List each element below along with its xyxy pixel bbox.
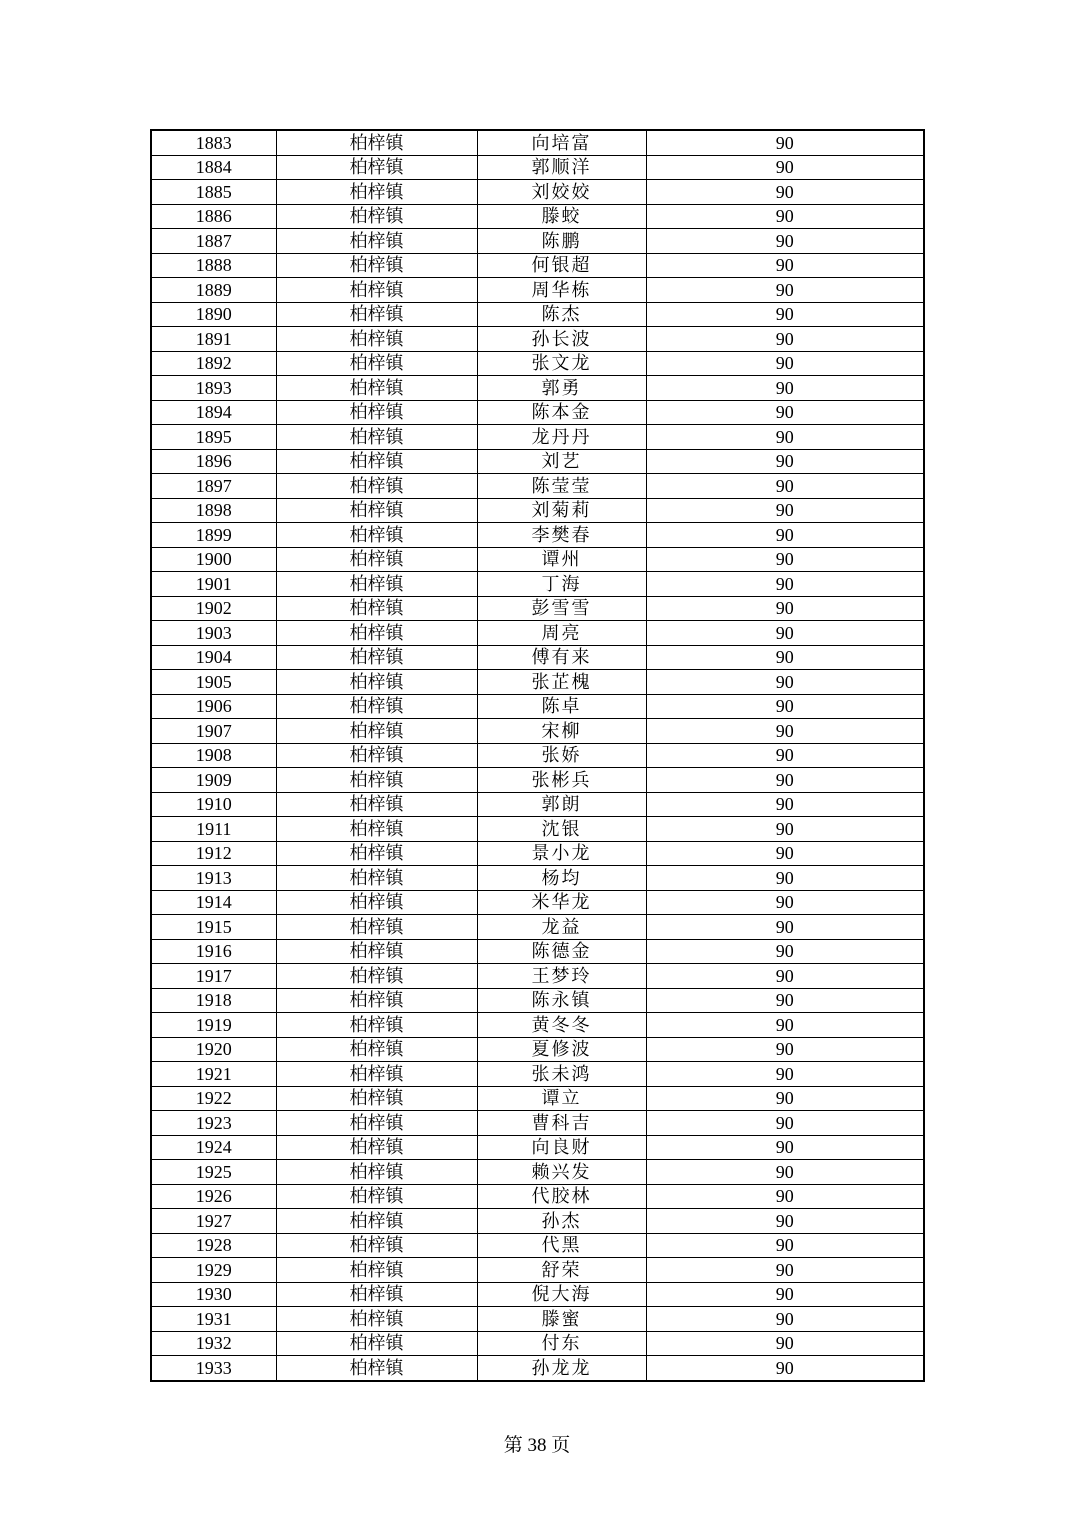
cell-name: 赖兴发 xyxy=(477,1160,646,1185)
table-row xyxy=(151,694,924,719)
cell-score: 90 xyxy=(646,621,924,646)
cell-name: 滕蜜 xyxy=(477,1307,646,1332)
table-row xyxy=(151,449,924,474)
cell-name: 张芷槐 xyxy=(477,670,646,695)
table-row xyxy=(151,719,924,744)
table-row xyxy=(151,890,924,915)
cell-name: 周华栋 xyxy=(477,278,646,303)
cell-number: 1916 xyxy=(151,939,276,964)
cell-name: 杨均 xyxy=(477,866,646,891)
cell-score: 90 xyxy=(646,547,924,572)
cell-score: 90 xyxy=(646,130,924,155)
cell-name: 彭雪雪 xyxy=(477,596,646,621)
table-row xyxy=(151,645,924,670)
table-row xyxy=(151,768,924,793)
cell-score: 90 xyxy=(646,1258,924,1283)
table-row xyxy=(151,596,924,621)
cell-score: 90 xyxy=(646,1209,924,1234)
cell-score: 90 xyxy=(646,890,924,915)
cell-score: 90 xyxy=(646,1184,924,1209)
cell-town: 柏梓镇 xyxy=(276,768,477,793)
cell-town: 柏梓镇 xyxy=(276,180,477,205)
cell-town: 柏梓镇 xyxy=(276,1331,477,1356)
cell-score: 90 xyxy=(646,425,924,450)
table-row xyxy=(151,229,924,254)
cell-score: 90 xyxy=(646,988,924,1013)
table-row xyxy=(151,400,924,425)
table-row xyxy=(151,302,924,327)
cell-name: 陈莹莹 xyxy=(477,474,646,499)
cell-number: 1933 xyxy=(151,1356,276,1381)
cell-name: 郭朗 xyxy=(477,792,646,817)
cell-name: 王梦玲 xyxy=(477,964,646,989)
table-row xyxy=(151,253,924,278)
cell-score: 90 xyxy=(646,351,924,376)
cell-town: 柏梓镇 xyxy=(276,866,477,891)
cell-number: 1895 xyxy=(151,425,276,450)
table-row xyxy=(151,376,924,401)
cell-name: 倪大海 xyxy=(477,1282,646,1307)
table-row xyxy=(151,1184,924,1209)
cell-town: 柏梓镇 xyxy=(276,1233,477,1258)
cell-name: 张未鸿 xyxy=(477,1062,646,1087)
cell-town: 柏梓镇 xyxy=(276,596,477,621)
cell-score: 90 xyxy=(646,523,924,548)
cell-town: 柏梓镇 xyxy=(276,1037,477,1062)
table-row xyxy=(151,204,924,229)
cell-town: 柏梓镇 xyxy=(276,155,477,180)
cell-town: 柏梓镇 xyxy=(276,327,477,352)
cell-town: 柏梓镇 xyxy=(276,1160,477,1185)
cell-town: 柏梓镇 xyxy=(276,449,477,474)
cell-name: 张娇 xyxy=(477,743,646,768)
cell-town: 柏梓镇 xyxy=(276,547,477,572)
cell-town: 柏梓镇 xyxy=(276,302,477,327)
cell-name: 夏修波 xyxy=(477,1037,646,1062)
cell-town: 柏梓镇 xyxy=(276,890,477,915)
table-row xyxy=(151,1331,924,1356)
cell-number: 1893 xyxy=(151,376,276,401)
table-row xyxy=(151,1135,924,1160)
cell-town: 柏梓镇 xyxy=(276,1062,477,1087)
cell-town: 柏梓镇 xyxy=(276,204,477,229)
cell-score: 90 xyxy=(646,915,924,940)
cell-name: 米华龙 xyxy=(477,890,646,915)
cell-name: 向培富 xyxy=(477,130,646,155)
cell-score: 90 xyxy=(646,449,924,474)
cell-number: 1888 xyxy=(151,253,276,278)
cell-town: 柏梓镇 xyxy=(276,1209,477,1234)
cell-town: 柏梓镇 xyxy=(276,229,477,254)
cell-town: 柏梓镇 xyxy=(276,498,477,523)
table-row xyxy=(151,1356,924,1381)
cell-number: 1898 xyxy=(151,498,276,523)
cell-score: 90 xyxy=(646,376,924,401)
cell-number: 1900 xyxy=(151,547,276,572)
cell-number: 1890 xyxy=(151,302,276,327)
cell-number: 1924 xyxy=(151,1135,276,1160)
table-row xyxy=(151,547,924,572)
cell-town: 柏梓镇 xyxy=(276,376,477,401)
table-row xyxy=(151,572,924,597)
cell-score: 90 xyxy=(646,253,924,278)
cell-name: 滕蛟 xyxy=(477,204,646,229)
cell-town: 柏梓镇 xyxy=(276,670,477,695)
cell-name: 何银超 xyxy=(477,253,646,278)
cell-score: 90 xyxy=(646,817,924,842)
cell-name: 龙丹丹 xyxy=(477,425,646,450)
table-row xyxy=(151,1209,924,1234)
table-row xyxy=(151,817,924,842)
cell-town: 柏梓镇 xyxy=(276,1307,477,1332)
cell-score: 90 xyxy=(646,694,924,719)
cell-number: 1889 xyxy=(151,278,276,303)
cell-town: 柏梓镇 xyxy=(276,1356,477,1381)
table-row xyxy=(151,498,924,523)
cell-name: 代胶林 xyxy=(477,1184,646,1209)
table-row xyxy=(151,1111,924,1136)
cell-number: 1912 xyxy=(151,841,276,866)
cell-name: 舒荣 xyxy=(477,1258,646,1283)
cell-town: 柏梓镇 xyxy=(276,1258,477,1283)
table-row xyxy=(151,1160,924,1185)
cell-name: 刘艺 xyxy=(477,449,646,474)
table-row xyxy=(151,278,924,303)
cell-number: 1902 xyxy=(151,596,276,621)
cell-town: 柏梓镇 xyxy=(276,130,477,155)
cell-number: 1903 xyxy=(151,621,276,646)
cell-town: 柏梓镇 xyxy=(276,621,477,646)
cell-town: 柏梓镇 xyxy=(276,1111,477,1136)
cell-score: 90 xyxy=(646,1037,924,1062)
cell-number: 1909 xyxy=(151,768,276,793)
cell-number: 1905 xyxy=(151,670,276,695)
cell-number: 1919 xyxy=(151,1013,276,1038)
table-row xyxy=(151,180,924,205)
cell-score: 90 xyxy=(646,278,924,303)
table-row xyxy=(151,670,924,695)
cell-town: 柏梓镇 xyxy=(276,694,477,719)
cell-number: 1927 xyxy=(151,1209,276,1234)
table-row xyxy=(151,1307,924,1332)
cell-number: 1932 xyxy=(151,1331,276,1356)
cell-number: 1906 xyxy=(151,694,276,719)
cell-name: 陈永镇 xyxy=(477,988,646,1013)
cell-score: 90 xyxy=(646,572,924,597)
cell-name: 丁海 xyxy=(477,572,646,597)
cell-name: 孙长波 xyxy=(477,327,646,352)
cell-number: 1884 xyxy=(151,155,276,180)
cell-score: 90 xyxy=(646,1282,924,1307)
cell-score: 90 xyxy=(646,1111,924,1136)
cell-score: 90 xyxy=(646,792,924,817)
cell-name: 曹科吉 xyxy=(477,1111,646,1136)
cell-name: 张文龙 xyxy=(477,351,646,376)
cell-score: 90 xyxy=(646,939,924,964)
table-row xyxy=(151,743,924,768)
cell-number: 1925 xyxy=(151,1160,276,1185)
table-row xyxy=(151,1037,924,1062)
cell-name: 刘菊莉 xyxy=(477,498,646,523)
cell-town: 柏梓镇 xyxy=(276,1086,477,1111)
cell-score: 90 xyxy=(646,596,924,621)
cell-name: 陈杰 xyxy=(477,302,646,327)
table-row xyxy=(151,474,924,499)
cell-name: 陈鹏 xyxy=(477,229,646,254)
cell-number: 1907 xyxy=(151,719,276,744)
cell-town: 柏梓镇 xyxy=(276,743,477,768)
table-row xyxy=(151,327,924,352)
cell-town: 柏梓镇 xyxy=(276,474,477,499)
cell-name: 黄冬冬 xyxy=(477,1013,646,1038)
roster-table xyxy=(150,129,925,1382)
cell-score: 90 xyxy=(646,719,924,744)
table-row xyxy=(151,1282,924,1307)
cell-name: 向良财 xyxy=(477,1135,646,1160)
cell-score: 90 xyxy=(646,1356,924,1381)
table-row xyxy=(151,964,924,989)
table-row xyxy=(151,1062,924,1087)
cell-number: 1931 xyxy=(151,1307,276,1332)
cell-number: 1894 xyxy=(151,400,276,425)
cell-score: 90 xyxy=(646,1013,924,1038)
cell-number: 1896 xyxy=(151,449,276,474)
cell-name: 傅有来 xyxy=(477,645,646,670)
cell-score: 90 xyxy=(646,400,924,425)
cell-number: 1920 xyxy=(151,1037,276,1062)
cell-name: 陈卓 xyxy=(477,694,646,719)
cell-number: 1887 xyxy=(151,229,276,254)
cell-town: 柏梓镇 xyxy=(276,988,477,1013)
cell-town: 柏梓镇 xyxy=(276,719,477,744)
cell-town: 柏梓镇 xyxy=(276,645,477,670)
cell-number: 1917 xyxy=(151,964,276,989)
cell-number: 1904 xyxy=(151,645,276,670)
table-row xyxy=(151,1233,924,1258)
cell-name: 陈本金 xyxy=(477,400,646,425)
cell-score: 90 xyxy=(646,327,924,352)
cell-score: 90 xyxy=(646,1086,924,1111)
cell-score: 90 xyxy=(646,155,924,180)
cell-score: 90 xyxy=(646,204,924,229)
table-row xyxy=(151,988,924,1013)
cell-name: 李樊春 xyxy=(477,523,646,548)
cell-name: 谭立 xyxy=(477,1086,646,1111)
table-row xyxy=(151,792,924,817)
cell-score: 90 xyxy=(646,498,924,523)
cell-score: 90 xyxy=(646,768,924,793)
cell-town: 柏梓镇 xyxy=(276,1184,477,1209)
cell-score: 90 xyxy=(646,670,924,695)
cell-score: 90 xyxy=(646,474,924,499)
cell-score: 90 xyxy=(646,1160,924,1185)
cell-name: 景小龙 xyxy=(477,841,646,866)
cell-number: 1892 xyxy=(151,351,276,376)
cell-score: 90 xyxy=(646,743,924,768)
cell-town: 柏梓镇 xyxy=(276,278,477,303)
cell-number: 1911 xyxy=(151,817,276,842)
page-number: 第 38 页 xyxy=(503,1435,571,1456)
cell-town: 柏梓镇 xyxy=(276,1135,477,1160)
cell-score: 90 xyxy=(646,1331,924,1356)
cell-number: 1883 xyxy=(151,130,276,155)
table-row xyxy=(151,1258,924,1283)
cell-number: 1928 xyxy=(151,1233,276,1258)
table-row xyxy=(151,425,924,450)
cell-score: 90 xyxy=(646,645,924,670)
cell-score: 90 xyxy=(646,302,924,327)
cell-score: 90 xyxy=(646,1307,924,1332)
cell-town: 柏梓镇 xyxy=(276,964,477,989)
table-row xyxy=(151,841,924,866)
roster-table-body xyxy=(151,130,924,1381)
cell-number: 1923 xyxy=(151,1111,276,1136)
cell-score: 90 xyxy=(646,1062,924,1087)
cell-town: 柏梓镇 xyxy=(276,253,477,278)
cell-number: 1914 xyxy=(151,890,276,915)
cell-town: 柏梓镇 xyxy=(276,351,477,376)
cell-number: 1929 xyxy=(151,1258,276,1283)
cell-number: 1897 xyxy=(151,474,276,499)
cell-name: 付东 xyxy=(477,1331,646,1356)
cell-town: 柏梓镇 xyxy=(276,1282,477,1307)
cell-name: 代黑 xyxy=(477,1233,646,1258)
table-row xyxy=(151,130,924,155)
cell-name: 郭勇 xyxy=(477,376,646,401)
cell-town: 柏梓镇 xyxy=(276,841,477,866)
cell-name: 郭顺洋 xyxy=(477,155,646,180)
cell-town: 柏梓镇 xyxy=(276,817,477,842)
cell-score: 90 xyxy=(646,841,924,866)
cell-town: 柏梓镇 xyxy=(276,939,477,964)
table-row xyxy=(151,351,924,376)
cell-number: 1913 xyxy=(151,866,276,891)
cell-town: 柏梓镇 xyxy=(276,792,477,817)
table-row xyxy=(151,1086,924,1111)
cell-number: 1891 xyxy=(151,327,276,352)
cell-score: 90 xyxy=(646,1135,924,1160)
cell-name: 张彬兵 xyxy=(477,768,646,793)
cell-name: 谭州 xyxy=(477,547,646,572)
table-row xyxy=(151,915,924,940)
cell-number: 1886 xyxy=(151,204,276,229)
cell-number: 1910 xyxy=(151,792,276,817)
cell-name: 沈银 xyxy=(477,817,646,842)
cell-number: 1885 xyxy=(151,180,276,205)
cell-town: 柏梓镇 xyxy=(276,425,477,450)
cell-number: 1926 xyxy=(151,1184,276,1209)
cell-score: 90 xyxy=(646,180,924,205)
cell-name: 宋柳 xyxy=(477,719,646,744)
table-row xyxy=(151,866,924,891)
cell-number: 1899 xyxy=(151,523,276,548)
table-row xyxy=(151,523,924,548)
cell-town: 柏梓镇 xyxy=(276,915,477,940)
cell-town: 柏梓镇 xyxy=(276,400,477,425)
cell-score: 90 xyxy=(646,866,924,891)
cell-score: 90 xyxy=(646,964,924,989)
cell-number: 1918 xyxy=(151,988,276,1013)
cell-name: 刘姣姣 xyxy=(477,180,646,205)
cell-name: 周亮 xyxy=(477,621,646,646)
cell-number: 1921 xyxy=(151,1062,276,1087)
cell-name: 龙益 xyxy=(477,915,646,940)
cell-name: 陈德金 xyxy=(477,939,646,964)
cell-town: 柏梓镇 xyxy=(276,523,477,548)
cell-name: 孙龙龙 xyxy=(477,1356,646,1381)
cell-name: 孙杰 xyxy=(477,1209,646,1234)
cell-town: 柏梓镇 xyxy=(276,1013,477,1038)
cell-score: 90 xyxy=(646,229,924,254)
cell-score: 90 xyxy=(646,1233,924,1258)
cell-town: 柏梓镇 xyxy=(276,572,477,597)
cell-number: 1908 xyxy=(151,743,276,768)
table-row xyxy=(151,1013,924,1038)
table-row xyxy=(151,155,924,180)
cell-number: 1901 xyxy=(151,572,276,597)
cell-number: 1930 xyxy=(151,1282,276,1307)
cell-number: 1922 xyxy=(151,1086,276,1111)
cell-number: 1915 xyxy=(151,915,276,940)
table-row xyxy=(151,621,924,646)
table-row xyxy=(151,939,924,964)
